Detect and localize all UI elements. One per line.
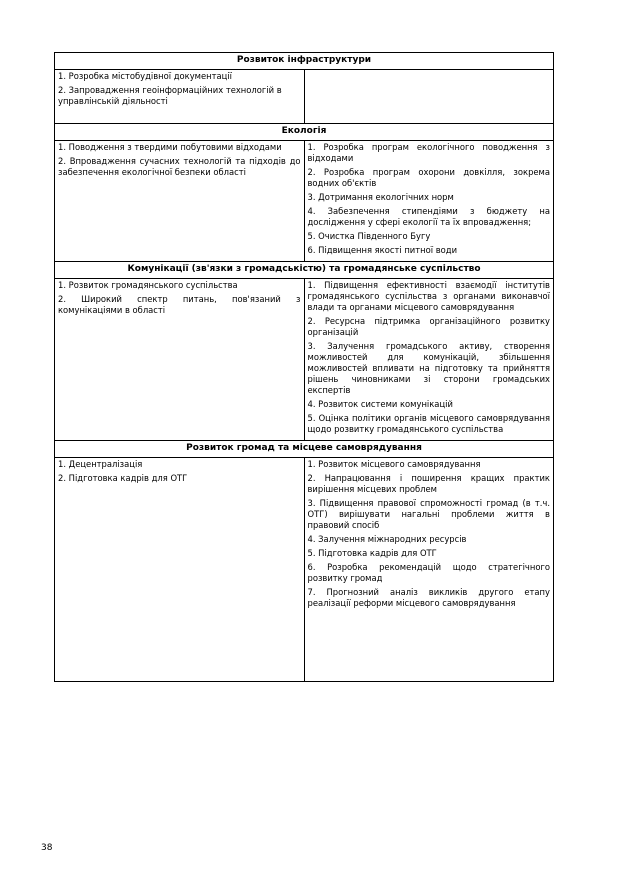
list-item: 1. Підвищення ефективності взаємодії інститутів громадянського суспільства з органами виконавчої влади та органами місцевого самоврядування — [307, 280, 550, 312]
section-header-row — [55, 262, 554, 279]
list-item: 3. Підвищення правової спроможності громад (в т.ч. ОТГ) вирішувати нагальні проблеми життя в правовий спосіб — [307, 498, 550, 530]
list-item: 7. Прогнозний аналіз викликів другого етапу реалізації реформи місцевого самоврядування — [307, 587, 550, 608]
list-item: 4. Розвиток системи комунікацій — [307, 399, 453, 409]
list-item: 1. Розробка містобудівної документації — [58, 71, 232, 81]
list-item: 3. Дотримання екологічних норм — [307, 192, 454, 202]
section-header-row — [55, 53, 554, 70]
list-item: 2. Впровадження сучасних технологій та підходів до забезпечення екологічної безпеки області — [58, 156, 301, 177]
right-cell-communities — [304, 458, 554, 682]
list-item: 5. Оцінка політики органів місцевого самоврядування щодо розвитку громадянського суспільства — [307, 413, 550, 434]
right-cell-communications — [304, 279, 554, 441]
section-title-infrastructure: Розвиток інфраструктури — [55, 53, 554, 70]
section-header-row — [55, 124, 554, 141]
list-item: 6. Підвищення якості питної води — [307, 245, 458, 255]
list-item: 2. Розробка програм охорони довкілля, зокрема водних об'єктів — [307, 167, 550, 188]
list-item: 5. Очистка Південного Бугу — [307, 231, 431, 241]
section-content-row — [55, 458, 554, 682]
list-item: 2. Ресурсна підтримка організаційного розвитку організацій — [307, 316, 550, 337]
page-number: 38 — [41, 843, 53, 853]
list-item: 1. Децентралізація — [58, 459, 143, 469]
list-item: 4. Залучення міжнародних ресурсів — [307, 534, 467, 544]
list-item: 1. Розвиток місцевого самоврядування — [307, 459, 481, 469]
list-item: 2. Напрацювання і поширення кращих практик вирішення місцевих проблем — [307, 473, 550, 494]
left-cell-communications — [55, 279, 305, 441]
list-item: 4. Забезпечення стипендіями з бюджету на дослідження у сфері екології та їх впровадження; — [307, 206, 550, 227]
right-cell-ecology — [304, 141, 554, 262]
list-item: 6. Розробка рекомендацій щодо стратегічного розвитку громад — [307, 562, 550, 583]
list-item: 1. Розробка програм екологічного поводження з відходами — [307, 142, 550, 163]
section-title-ecology: Екологія — [55, 124, 554, 141]
strategy-table — [54, 52, 554, 682]
list-item: 1. Розвиток громадянського суспільства — [58, 280, 238, 290]
section-content-row — [55, 279, 554, 441]
left-cell-communities — [55, 458, 305, 682]
section-title-communications: Комунікації (зв'язки з громадськістю) та громадянське суспільство — [55, 262, 554, 279]
list-item: 1. Поводження з твердими побутовими відходами — [58, 142, 282, 152]
right-cell-infrastructure — [304, 70, 554, 124]
list-item: 5. Підготовка кадрів для ОТГ — [307, 548, 437, 558]
section-header-row — [55, 441, 554, 458]
list-item: 2. Широкий спектр питань, пов'язаний з комунікаціями в області — [58, 294, 301, 315]
left-cell-infrastructure — [55, 70, 305, 124]
left-cell-ecology — [55, 141, 305, 262]
section-content-row — [55, 70, 554, 124]
list-item: 3. Залучення громадського активу, створення можливостей для комунікацій, збільшення можливостей впливати на підготовку та прийняття рішень чиновниками зі сторони громадських експертів — [307, 341, 550, 395]
list-item: 2. Запровадження геоінформаційних технологій в управлінській діяльності — [58, 85, 282, 106]
section-title-communities: Розвиток громад та місцеве самоврядування — [55, 441, 554, 458]
list-item: 2. Підготовка кадрів для ОТГ — [58, 473, 188, 483]
section-content-row — [55, 141, 554, 262]
